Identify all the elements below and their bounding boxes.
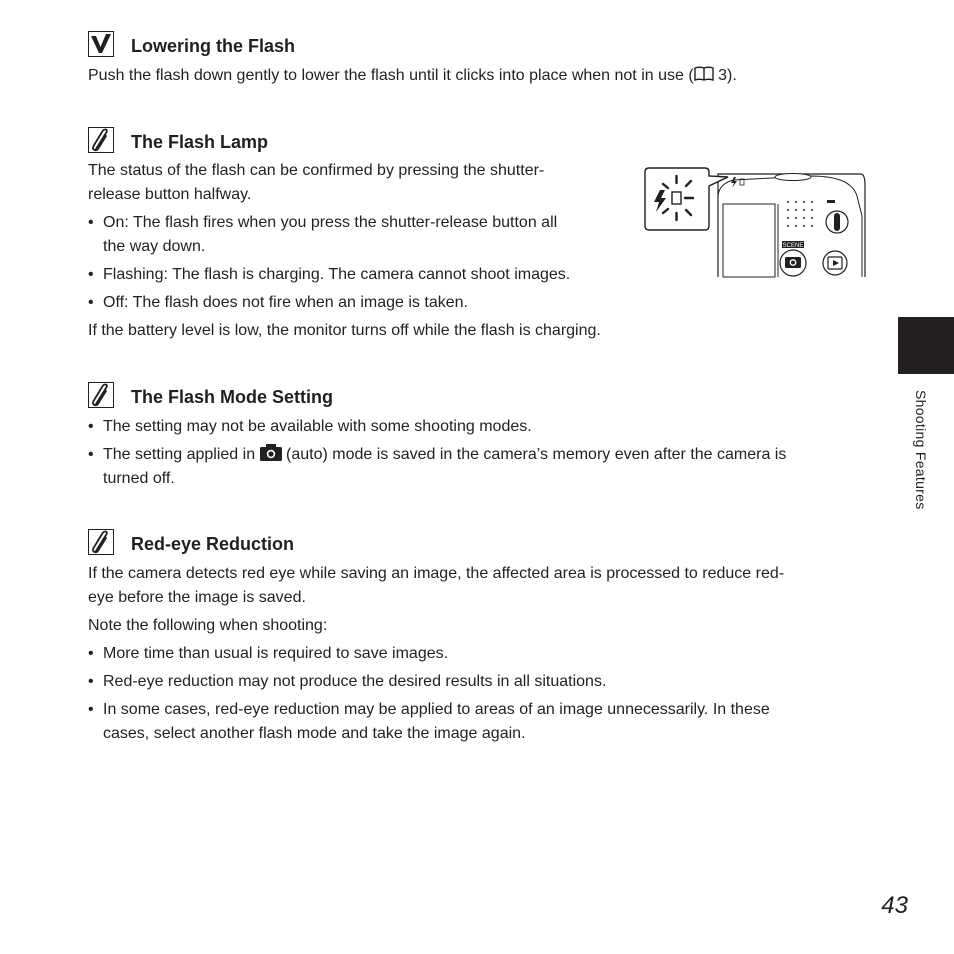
scene-label: SCENE [782, 243, 804, 249]
flash-lamp-battery-note: If the battery level is low, the monitor turns off while the flash is charging. [88, 322, 601, 339]
note-clip-icon [88, 529, 114, 555]
note-clip-icon [88, 382, 114, 408]
flash-mode-bullet-availability: • The setting may not be available with some shooting modes. [88, 415, 532, 439]
red-eye-intro-line1: If the camera detects red eye while saving an image, the affected area is processed to reduce red- [88, 565, 785, 582]
chapter-label: Shooting Features [913, 390, 929, 510]
check-icon [88, 31, 114, 57]
page-number: 43 [881, 892, 908, 919]
flash-lamp-bullet-on: • On: The flash fires when you press the shutter-release button all the way down. [88, 211, 557, 259]
flash-mode-bullet-auto-memory: • The setting applied in (auto) mode is saved in the camera’s memory even after the camera is turned off. [88, 443, 863, 491]
flash-lamp-bullet-off: • Off: The flash does not fire when an image is taken. [88, 291, 468, 315]
chapter-tab [898, 317, 954, 374]
section-title-lowering-flash: Lowering the Flash [131, 36, 296, 56]
red-eye-bullet-results: • Red-eye reduction may not produce the desired results in all situations. [88, 670, 606, 694]
note-clip-icon [88, 127, 114, 153]
red-eye-note: Note the following when shooting: [88, 617, 328, 634]
section-title-flash-mode-setting: The Flash Mode Setting [131, 387, 334, 407]
flash-lamp-bullet-flashing: • Flashing: The flash is charging. The camera cannot shoot images. [88, 263, 570, 287]
flash-lamp-intro-line2: release button halfway. [88, 186, 252, 203]
section-title-red-eye-reduction: Red-eye Reduction [131, 534, 295, 554]
red-eye-intro-line2: eye before the image is saved. [88, 589, 306, 606]
book-reference-icon [694, 66, 714, 82]
section-title-flash-lamp: The Flash Lamp [131, 132, 269, 152]
flash-lamp-intro-line1: The status of the flash can be confirmed by pressing the shutter- [88, 162, 545, 179]
red-eye-bullet-save-time: • More time than usual is required to save images. [88, 642, 448, 666]
lowering-flash-text: Push the flash down gently to lower the flash until it clicks into place when not in use ( 3). [88, 67, 737, 84]
red-eye-bullet-unnecessary: • In some cases, red-eye reduction may be applied to areas of an image unnecessarily. In these cases, select another flash mode and take the image again. [88, 698, 770, 746]
camera-back-illustration [641, 166, 867, 278]
auto-mode-camera-icon [260, 444, 282, 461]
